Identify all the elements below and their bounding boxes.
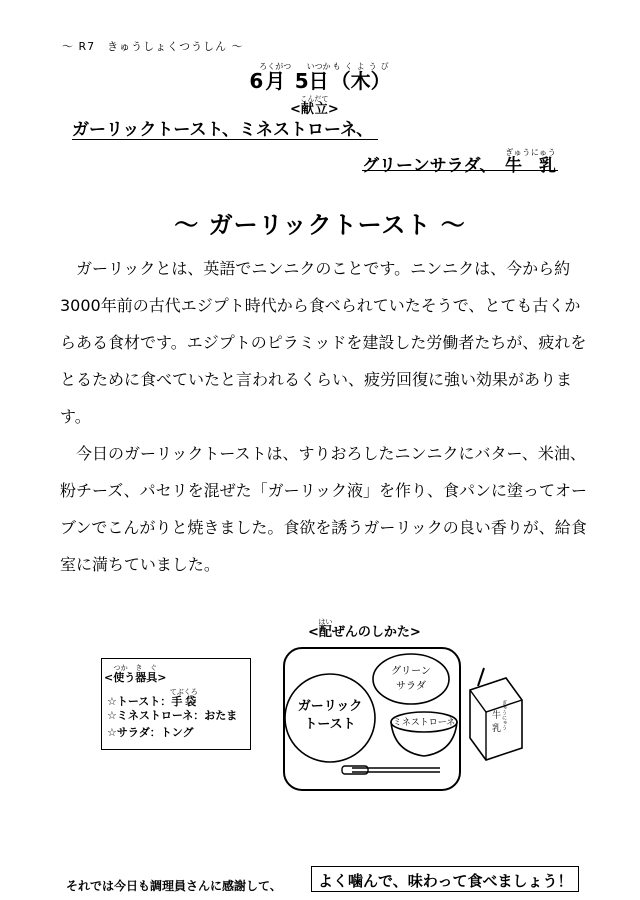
toast-label-2: トースト (304, 717, 356, 732)
menu-line-2: グリーンサラダ、 牛 乳ぎゅうにゅう (362, 148, 556, 176)
tool-item-minestrone: ☆ミネストローネ：おたま (107, 709, 238, 722)
milk-label-2: 乳 (492, 724, 502, 734)
section-title: ～ ガーリックトースト ～ (174, 211, 466, 239)
toast-label-1: ガーリック (297, 699, 363, 714)
footer-lead: それでは今日も調理員さんに感謝して、 (66, 879, 282, 893)
salad-label-1: グリーン (391, 666, 431, 677)
date-month: 6 (249, 69, 264, 93)
milk-label-1: 牛 (492, 711, 502, 721)
menu-label: <献立こんだて> (290, 95, 339, 117)
tool-item-salad: ☆サラダ：トング (107, 726, 194, 739)
tool-item-toast: ☆トースト：手袋てぶくろ (107, 688, 198, 708)
milk-straw (478, 668, 484, 686)
footer-emphasis: よく噛んで、味わって食べましょう！ (318, 872, 573, 890)
soup-label: ミネストローネ (392, 718, 456, 728)
chopstick-holder (342, 766, 368, 774)
milk-side-label: ぎゅうにゅう (501, 700, 507, 730)
newsletter-title: ～ R7 きゅうしょくつうしん ～ (62, 40, 244, 53)
tools-title: <使う器具つか き ぐ> (104, 664, 167, 684)
milk-carton-edge (470, 690, 522, 712)
salad-bowl (373, 654, 449, 704)
date-weekday: （木） (330, 69, 391, 93)
date-line: 6月ろくがつ 5日いつか（木）もくようび (249, 62, 391, 93)
date-day: 5 (294, 69, 309, 93)
serving-title: <配はいぜんのしかた> (308, 618, 421, 640)
salad-label-2: サラダ (396, 681, 426, 692)
menu-line-1: ガーリックトースト、ミネストローネ、 (72, 120, 374, 140)
article-paragraph-1: ガーリックとは、英語でニンニクのことです。ニンニクは、今から約3000年前の古代エジプト時代から食べられていたそうで、とても古くからある食材です。エジプトのピラミッドを建設した労働者たちが、疲れをとるために食べていたと言われるくらい、疲労回復に強い効果があります。 (60, 259, 587, 426)
article-paragraph-2: 今日のガーリックトーストは、すりおろしたニンニクにバター、米油、粉チーズ、パセリを混ぜた「ガーリック液」を作り、食パンに塗ってオーブンでこんがりと焼きました。食欲を誘うガーリックの良い香りが、給食室に満ちていました。 (60, 444, 588, 574)
